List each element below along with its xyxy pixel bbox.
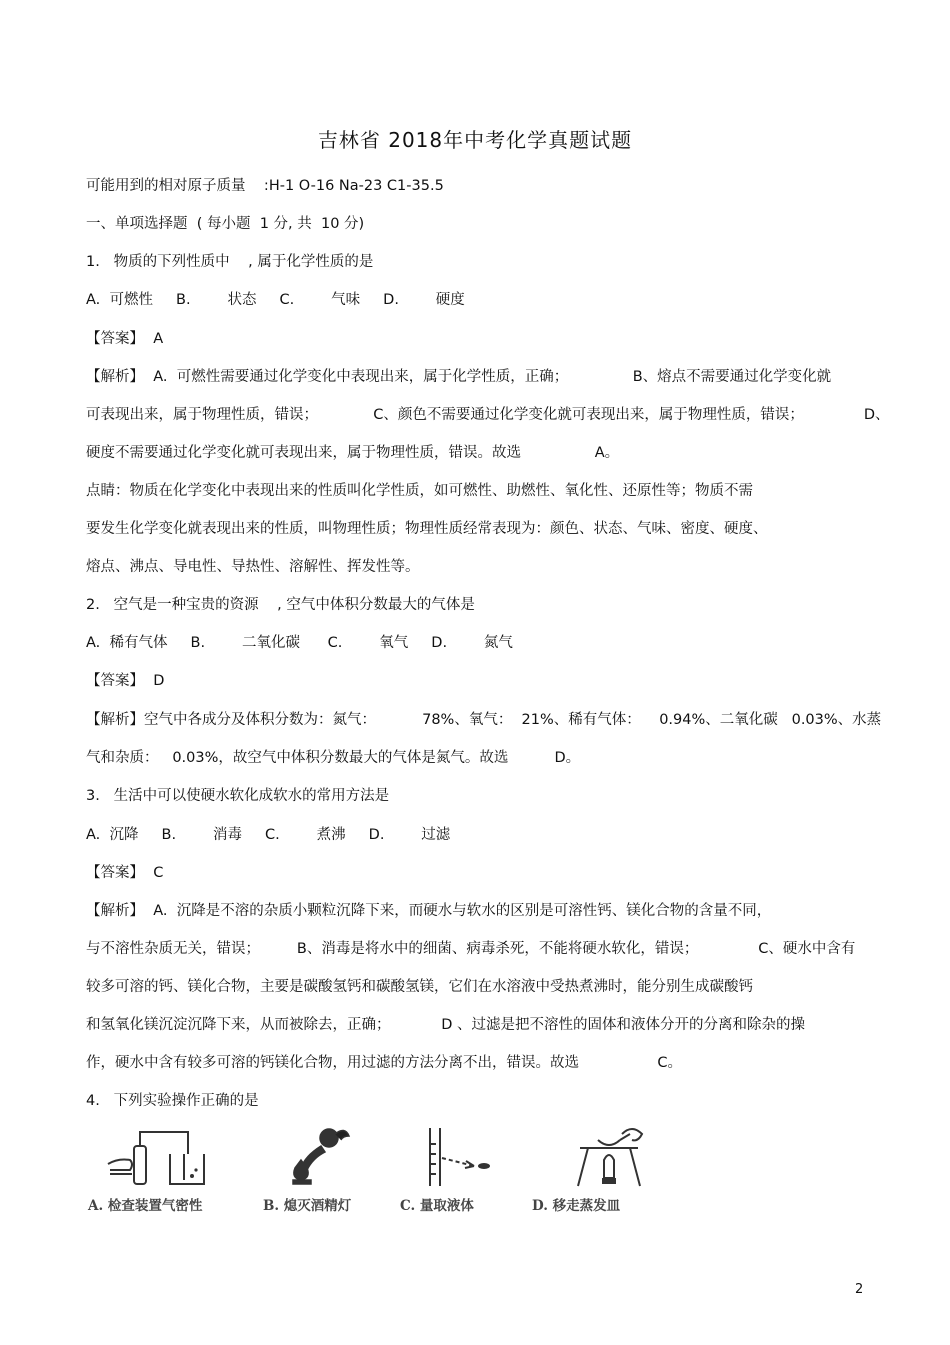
question-3: 3. 生活中可以使硬水软化成软水的常用方法是 bbox=[86, 788, 390, 804]
page-number: 2 bbox=[855, 1282, 864, 1297]
question-3-analysis: 较多可溶的钙、镁化合物，主要是碳酸氢钙和碳酸氢镁，它们在水溶液中受热煮沸时，能分别生成碳酸钙 bbox=[86, 979, 753, 995]
figure-b-caption: B. 熄灭酒精灯 bbox=[263, 1198, 352, 1214]
figure-a-caption: A. 检查装置气密性 bbox=[88, 1198, 203, 1214]
question-1-analysis: 可表现出来，属于物理性质，错误； C、颜色不需要通过化学变化就可表现出来，属于物理性质，错误； D、 bbox=[86, 407, 890, 423]
question-3-analysis: 作，硬水中含有较多可溶的钙镁化合物，用过滤的方法分离不出，错误。故选 C。 bbox=[86, 1055, 682, 1071]
graduated-cylinder-icon bbox=[420, 1124, 510, 1190]
evaporating-dish-icon bbox=[560, 1124, 660, 1190]
airtightness-check-icon bbox=[100, 1124, 220, 1190]
question-1-note: 熔点、沸点、导电性、导热性、溶解性、挥发性等。 bbox=[86, 559, 420, 575]
question-3-answer: 【答案】 C bbox=[86, 865, 164, 881]
question-1-answer: 【答案】 A bbox=[86, 331, 164, 347]
question-3-analysis: 与不溶性杂质无关，错误； B、消毒是将水中的细菌、病毒杀死，不能将硬水软化，错误； C、硬水中含有 bbox=[86, 941, 856, 957]
question-2-analysis: 气和杂质： 0.03%，故空气中体积分数最大的气体是氮气。故选 D。 bbox=[86, 750, 581, 766]
question-2: 2. 空气是一种宝贵的资源 , 空气中体积分数最大的气体是 bbox=[86, 597, 475, 613]
question-1: 1. 物质的下列性质中 , 属于化学性质的是 bbox=[86, 254, 374, 270]
question-3-analysis: 和氢氧化镁沉淀沉降下来，从而被除去，正确； D 、过滤是把不溶性的固体和液体分开的分离和除杂的操 bbox=[86, 1017, 805, 1033]
question-2-answer: 【答案】 D bbox=[86, 673, 165, 689]
question-2-options: A. 稀有气体 B. 二氧化碳 C. 氧气 D. 氮气 bbox=[86, 635, 513, 651]
question-1-note: 点睛：物质在化学变化中表现出来的性质叫化学性质，如可燃性、助燃性、氧化性、还原性等；物质不需 bbox=[86, 483, 753, 499]
question-1-note: 要发生化学变化就表现出来的性质，叫物理性质；物理性质经常表现为：颜色、状态、气味、密度、硬度、 bbox=[86, 521, 768, 537]
question-4: 4. 下列实验操作正确的是 bbox=[86, 1093, 259, 1109]
figure-d-caption: D. 移走蒸发皿 bbox=[532, 1198, 621, 1214]
alcohol-lamp-icon bbox=[275, 1124, 375, 1190]
section-heading: 一、单项选择题 ( 每小题 1 分, 共 10 分) bbox=[86, 216, 365, 232]
question-3-options: A. 沉降 B. 消毒 C. 煮沸 D. 过滤 bbox=[86, 827, 451, 843]
page-title: 吉林省 2018年中考化学真题试题 bbox=[317, 128, 633, 152]
figure-c-caption: C. 量取液体 bbox=[400, 1198, 474, 1214]
question-1-analysis: 【解析】 A. 可燃性需要通过化学变化中表现出来，属于化学性质，正确； B、熔点不需要通过化学变化就 bbox=[86, 369, 832, 385]
question-1-options: A. 可燃性 B. 状态 C. 气味 D. 硬度 bbox=[86, 292, 465, 308]
question-3-analysis: 【解析】 A. 沉降是不溶的杂质小颗粒沉降下来，而硬水与软水的区别是可溶性钙、镁化合物的含量不同， bbox=[86, 903, 772, 919]
question-2-analysis: 【解析】空气中各成分及体积分数为：氮气： 78%、氧气： 21%、稀有气体： 0.94%、二氧化碳 0.03%、水蒸 bbox=[86, 712, 882, 728]
question-4-figures bbox=[80, 1124, 680, 1224]
question-1-analysis: 硬度不需要通过化学变化就可表现出来，属于物理性质，错误。故选 A。 bbox=[86, 445, 620, 461]
atomic-mass-line: 可能用到的相对原子质量 :H-1 O-16 Na-23 C1-35.5 bbox=[86, 178, 444, 194]
